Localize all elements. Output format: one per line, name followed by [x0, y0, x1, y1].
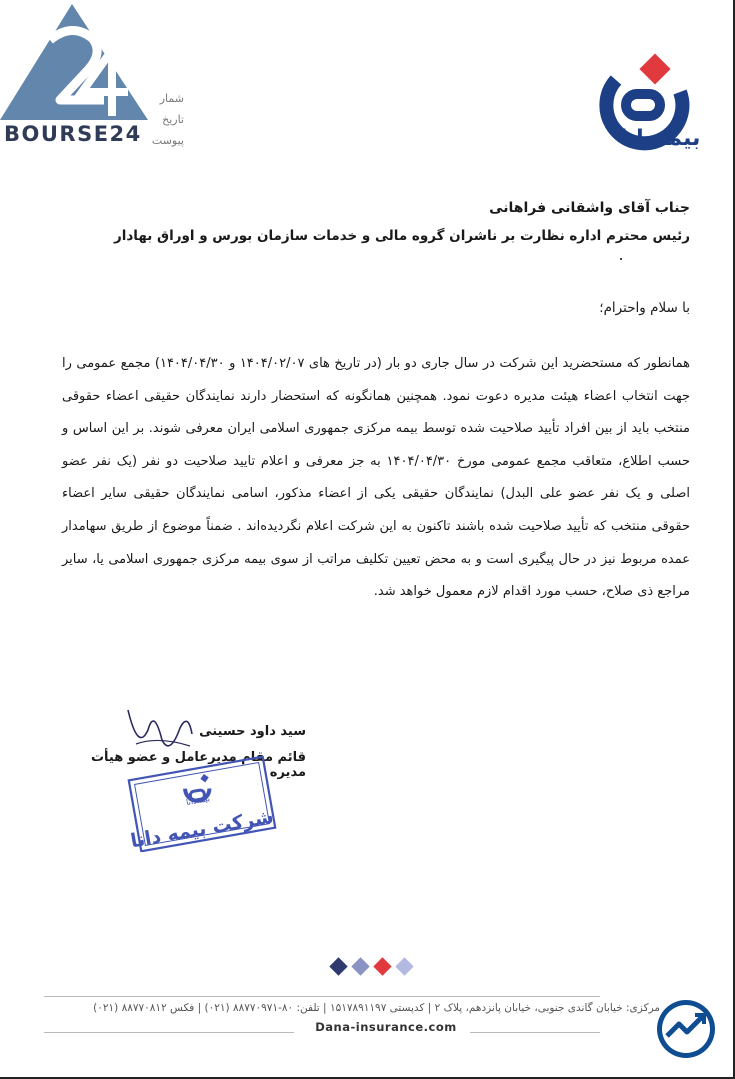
divider-dot [620, 258, 622, 260]
recipient-title: رئیس محترم اداره نظارت بر ناشران گروه مالی و خدمات سازمان بورس و اوراق بهادار [113, 228, 690, 244]
footer-website: Dana-insurance.com [315, 1020, 457, 1034]
reference-labels [136, 88, 184, 151]
logo-text: بیمه‌دانا [619, 126, 701, 151]
footer-divider-top [44, 996, 600, 997]
ref-attachment-label: پیوست [151, 134, 184, 147]
decorative-diamonds-icon [328, 956, 420, 978]
stamp-brand: بیمه‌دانا [185, 793, 211, 808]
recipient-name: جناب آقای واشقانی فراهانی [489, 200, 690, 216]
signatory-title: قائم مقام مدیرعامل و عضو هیأت مدیره [90, 750, 306, 780]
ref-number-label: شمار [159, 92, 184, 105]
footer-address: مرکزی: خیابان گاندی جنوبی، خیابان پانزدهم، پلاک ۲ | کدپستی ۱۵۱۷۸۹۱۱۹۷ | تلفن: ۸۰-۸۸۷۷۰۹۷۱ (۰۲۱) | فکس ۸۸۷۷۰۸۱۲ (۰۲۱) [93, 1002, 660, 1014]
greeting: با سلام واحترام؛ [599, 300, 690, 316]
watermark-text: BOURSE24 [4, 122, 142, 146]
trend-chart-badge-icon [655, 998, 717, 1060]
ref-date-label: تاریخ [162, 113, 184, 126]
stamp-company-name: شرکت بیمه دانا [128, 805, 276, 853]
signatory-name: سید داود حسینی [199, 724, 306, 739]
letter-body: همانطور که مستحضرید این شرکت در سال جاری دو بار (در تاریخ های ۱۴۰۴/۰۲/۰۷ و ۱۴۰۴/۰۴/۳۰) مجمع عمومی را جهت انتخاب اعضاء هیئت مدیره دعوت نمود. همچنین همانگونه که استحضار دارند نمایندگان حقیقی اعضاء حقوقی منتخب باید از بین افراد تأیید صلاحیت شده توسط بیمه مرکزی جمهوری اسلامی ایران معرفی شوند. بر این اساس و حسب اطلاع، متعاقب مجمع عمومی مورخ ۱۴۰۴/۰۴/۳۰ به جز معرفی و اعلام تایید صلاحیت دو نفر (یک نفر عضو اصلی و یک نفر عضو علی البدل) نمایندگان حقیقی یکی از اعضاء مذکور، اسامی نمایندگان حقیقی سایر اعضاء حقوقی منتخب که تأیید صلاحیت شده باشند تاکنون به این شرکت اعلام نگردیده‌اند . ضمناً موضوع از طریق سهامدار عمده مربوط نیز در حال پیگیری است و به محض تعیین تکلیف مراتب از سوی بیمه مرکزی جمهوری اسلامی یا، سایر مراجع ذی صلاح، حسب مورد اقدام لازم معمول خواهد شد. [62, 356, 691, 600]
footer-divider-right [470, 1032, 600, 1033]
footer-divider-left [44, 1032, 294, 1033]
